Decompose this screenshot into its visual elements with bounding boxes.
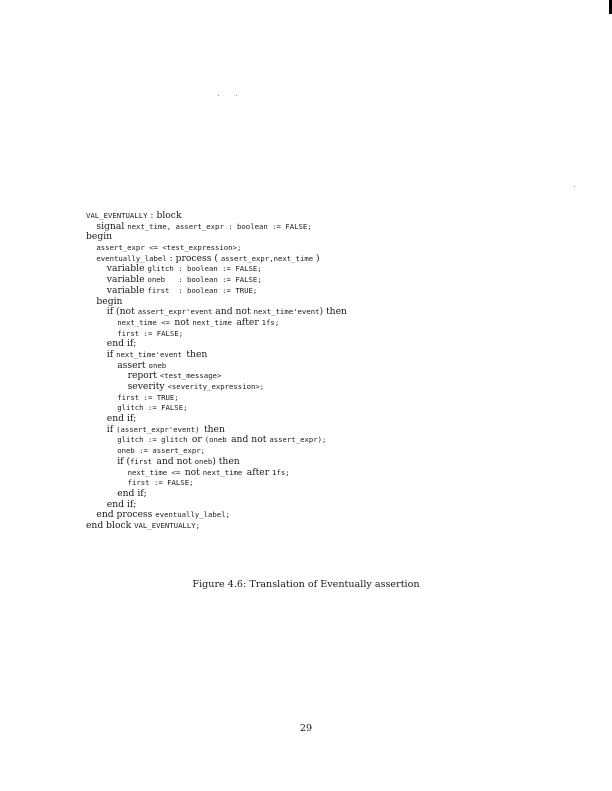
code-line [86, 456, 566, 467]
page-number: 29 [299, 723, 313, 734]
figure-caption: Figure 4.6: Translation of Eventually assertion [192, 579, 420, 590]
code-token-keyword: if [106, 423, 117, 435]
code-line [86, 231, 566, 242]
code-token-typewriter: assert_expr'event [137, 307, 213, 317]
code-token-keyword: or [191, 434, 205, 446]
scan-speck [236, 95, 237, 96]
code-token-keyword: if [106, 348, 117, 360]
code-line [86, 253, 566, 264]
code-token-keyword: after [246, 466, 273, 478]
code-token-keyword: if ( [117, 455, 131, 467]
code-token-typewriter: first : boolean := TRUE; [147, 285, 258, 295]
code-line [86, 434, 566, 445]
code-token-keyword: ) then [212, 455, 240, 467]
code-line [86, 349, 566, 360]
code-token-typewriter: next_time [192, 317, 237, 327]
code-line [86, 509, 566, 520]
code-line [86, 210, 566, 221]
code-token-keyword: ) then [319, 306, 347, 318]
code-line [86, 445, 566, 456]
code-token-keyword: begin [96, 295, 123, 307]
code-line [86, 221, 566, 232]
code-token-typewriter: first := FALSE; [117, 328, 184, 338]
code-line [86, 306, 566, 317]
code-token-typewriter: eventually_label [96, 253, 167, 263]
code-token-keyword: end process [96, 509, 156, 521]
code-token-typewriter: oneb : boolean := FALSE; [147, 275, 262, 285]
code-token-typewriter: next_time'event [253, 307, 320, 317]
code-token-keyword: severity [127, 381, 168, 392]
code-token-keyword: variable [106, 263, 148, 275]
code-line [86, 467, 566, 478]
code-token-typewriter: eventually_label; [155, 510, 230, 520]
code-line [86, 285, 566, 296]
code-line [86, 370, 566, 381]
code-token-keyword: not [184, 466, 203, 478]
code-token-typewriter: <test_message> [159, 371, 222, 381]
code-token-keyword: ) [313, 252, 320, 264]
code-token-typewriter: oneb [148, 360, 167, 370]
code-line [86, 499, 566, 510]
code-token-typewriter: next_time, assert_expr : boolean := FALSE; [127, 221, 312, 231]
code-token-typewriter: first [130, 456, 157, 466]
code-token-typewriter: next_time'event [116, 349, 187, 359]
code-token-keyword: begin [86, 231, 113, 243]
code-line [86, 381, 566, 392]
code-token-typewriter: glitch := FALSE; [117, 403, 188, 413]
code-token-keyword: and not [231, 434, 270, 446]
code-token-keyword: end if; [106, 498, 137, 510]
code-line [86, 424, 566, 435]
code-token-keyword: and not [156, 455, 195, 467]
code-token-typewriter: (assert_expr'event) [116, 424, 204, 434]
code-line [86, 392, 566, 403]
code-token-keyword: end block [86, 519, 135, 531]
code-token-keyword: end if; [106, 338, 137, 350]
code-token-keyword: : process ( [166, 252, 221, 264]
code-token-keyword: signal [96, 220, 128, 232]
code-line [86, 296, 566, 307]
code-token-keyword: variable [106, 284, 148, 296]
code-token-typewriter: VAL_EVENTUALLY [86, 211, 148, 220]
code-token-typewriter: glitch : boolean := FALSE; [147, 264, 262, 274]
code-token-keyword: : block [147, 210, 182, 221]
scan-speck [574, 186, 575, 187]
code-token-keyword: report [127, 370, 160, 382]
code-line [86, 413, 566, 424]
code-line [86, 242, 566, 253]
code-line [86, 274, 566, 285]
code-token-keyword: not [174, 316, 193, 328]
code-token-keyword: assert [117, 359, 149, 371]
code-token-typewriter: assert_expr,next_time [220, 253, 314, 263]
code-line [86, 328, 566, 339]
code-token-keyword: end if; [106, 413, 137, 425]
code-line [86, 338, 566, 349]
code-token-typewriter: next_time <= [127, 467, 185, 477]
code-line [86, 317, 566, 328]
code-listing [86, 210, 566, 531]
code-token-keyword: and not [212, 306, 254, 318]
code-token-typewriter: 1fs; [261, 317, 280, 327]
code-token-typewriter: assert_expr); [269, 435, 327, 445]
code-token-typewriter: glitch := glitch [117, 435, 192, 445]
code-token-typewriter: (oneb [204, 435, 232, 445]
scan-speck [218, 95, 219, 96]
code-token-keyword: end if; [117, 487, 147, 499]
code-token-typewriter: first := TRUE; [117, 392, 179, 402]
code-line [86, 488, 566, 499]
code-line [86, 520, 566, 531]
code-line [86, 360, 566, 371]
code-token-typewriter: oneb := assert_expr; [117, 446, 206, 456]
code-token-keyword: variable [106, 274, 148, 286]
code-token-typewriter: assert_expr <= <test_expression>; [96, 243, 242, 253]
code-token-keyword: if (not [106, 306, 138, 318]
code-token-keyword: then [203, 423, 225, 435]
code-line [86, 477, 566, 488]
code-token-keyword: after [236, 316, 262, 328]
code-line [86, 263, 566, 274]
code-line [86, 402, 566, 413]
code-token-typewriter: next_time <= [117, 317, 175, 327]
code-token-keyword: then [186, 348, 208, 360]
code-token-typewriter: next_time [202, 467, 247, 477]
code-token-typewriter: VAL_EVENTUALLY; [134, 520, 201, 530]
code-token-typewriter: <severity_expression>; [167, 382, 265, 391]
code-token-typewriter: first := FALSE; [127, 478, 194, 488]
code-token-typewriter: oneb [194, 456, 213, 466]
code-token-typewriter: 1fs; [272, 467, 290, 477]
